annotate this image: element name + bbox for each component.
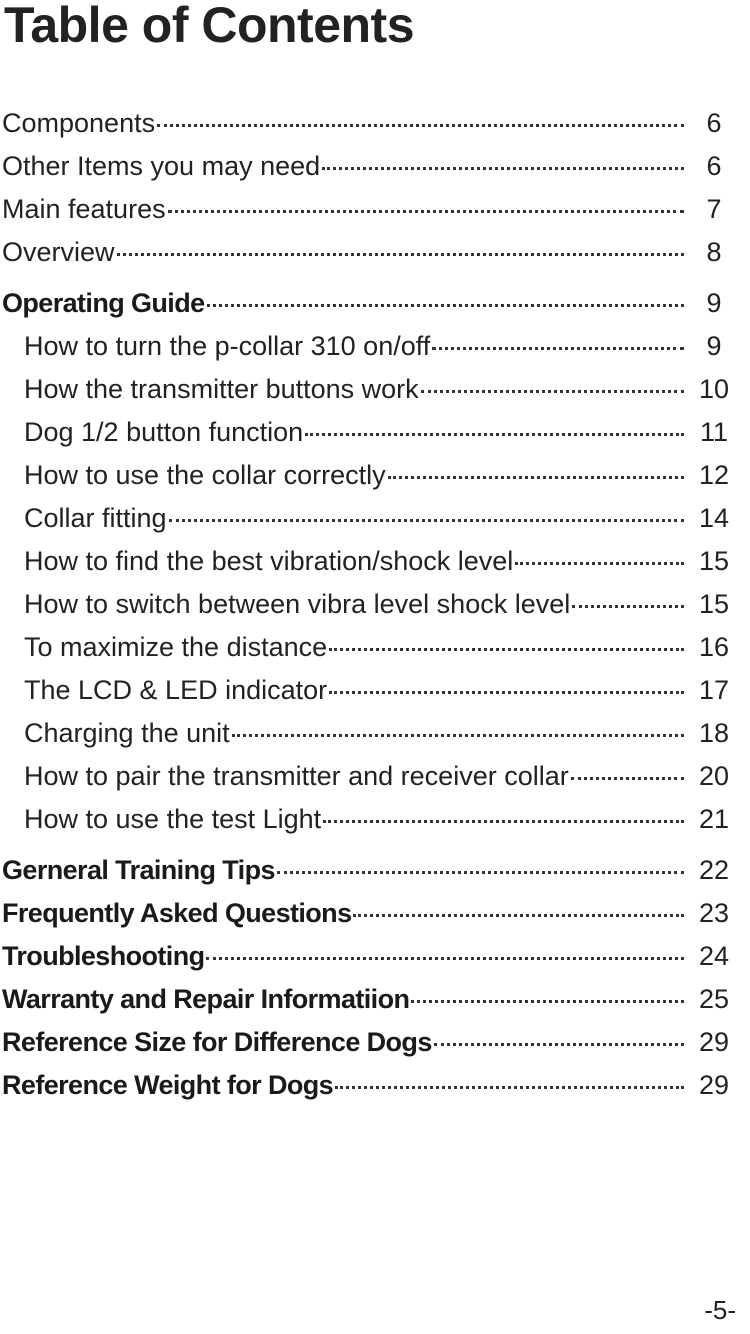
toc-page-number: 9	[706, 331, 722, 361]
toc-entry-title: How to use the test Light	[24, 804, 322, 834]
dot-leader	[169, 519, 684, 522]
page-footer-number: -5-	[704, 1295, 736, 1325]
dot-leader	[232, 734, 684, 737]
toc-entry-collar-fitting[interactable]	[0, 503, 750, 546]
dot-leader	[335, 1086, 684, 1089]
toc-entry-reference-size[interactable]	[0, 1027, 750, 1070]
toc-entry-turn-on-off[interactable]	[0, 331, 750, 374]
toc-entry-operating-guide[interactable]	[0, 288, 750, 331]
dot-leader	[117, 253, 684, 256]
dot-leader	[322, 167, 684, 170]
toc-entry-pairing[interactable]	[0, 761, 750, 804]
toc-entry-lcd-led-indicator[interactable]	[0, 675, 750, 718]
toc-entry-warranty[interactable]	[0, 984, 750, 1027]
toc-entry-title: Charging the unit	[24, 718, 230, 748]
toc-page-number: 11	[699, 417, 729, 447]
dot-leader	[572, 605, 684, 608]
toc-entry-test-light[interactable]	[0, 804, 750, 847]
toc-page-number: 29	[698, 1027, 730, 1057]
toc-entry-switch-level[interactable]	[0, 589, 750, 632]
toc-entry-title: How to use the collar correctly	[24, 460, 386, 490]
toc-entry-title: Gerneral Training Tips	[2, 855, 275, 885]
toc-page-number: 14	[698, 503, 730, 533]
toc-entry-title: Other Items you may need	[2, 151, 321, 181]
dot-leader	[353, 914, 684, 917]
toc-page-number: 15	[698, 589, 730, 619]
toc-page-number: 8	[706, 237, 722, 267]
toc-entry-title: How to find the best vibration/shock level	[24, 546, 514, 576]
toc-entry-charging[interactable]	[0, 718, 750, 761]
toc-entry-troubleshooting[interactable]	[0, 941, 750, 984]
dot-leader	[329, 691, 684, 694]
toc-entry-use-collar-correctly[interactable]	[0, 460, 750, 503]
dot-leader	[434, 1043, 684, 1046]
toc-entry-transmitter-buttons[interactable]	[0, 374, 750, 417]
toc-entry-title: How to switch between vibra level shock level	[24, 589, 571, 619]
toc-entry-title: Frequently Asked Questions	[2, 898, 352, 928]
dot-leader	[157, 124, 684, 127]
toc-page-number: 7	[706, 194, 722, 224]
toc-entry-best-level[interactable]	[0, 546, 750, 589]
dot-leader	[168, 210, 684, 213]
toc-entry-title: How to turn the p-collar 310 on/off	[24, 331, 431, 361]
toc-page-number: 20	[698, 761, 730, 791]
toc-page-number: 22	[698, 855, 730, 885]
toc-page-number: 6	[706, 108, 722, 138]
dot-leader	[329, 648, 684, 651]
toc-entry-faq[interactable]	[0, 898, 750, 941]
dot-leader	[421, 390, 684, 393]
toc-page-number: 10	[698, 374, 730, 404]
toc-entry-title: Reference Weight for Dogs	[2, 1070, 334, 1100]
toc-entry-title: To maximize the distance	[24, 632, 328, 662]
toc-page-number: 16	[698, 632, 730, 662]
dot-leader	[305, 433, 684, 436]
dot-leader	[206, 957, 684, 960]
toc-entry-other-items[interactable]	[0, 151, 750, 194]
toc-page-number: 15	[698, 546, 730, 576]
dot-leader	[411, 1000, 684, 1003]
toc-page-number: 21	[698, 804, 730, 834]
toc-page-number: 29	[698, 1070, 730, 1100]
toc-entry-title: Main features	[2, 194, 166, 224]
toc-entry-training-tips[interactable]	[0, 855, 750, 898]
toc-page-number: 24	[698, 941, 730, 971]
toc-entry-title: Overview	[2, 237, 115, 267]
toc-entry-title: Operating Guide	[2, 288, 205, 318]
dot-leader	[432, 347, 684, 350]
toc-entry-title: The LCD & LED indicator	[24, 675, 328, 705]
toc-page-number: 18	[698, 718, 730, 748]
toc-entry-dog-button-function[interactable]	[0, 417, 750, 460]
toc-entry-maximize-distance[interactable]	[0, 632, 750, 675]
toc-page-number: 25	[698, 984, 730, 1014]
toc-entry-title: Components	[2, 108, 156, 138]
page-title: Table of Contents	[4, 0, 415, 53]
toc-entry-main-features[interactable]	[0, 194, 750, 237]
toc-entry-reference-weight[interactable]	[0, 1070, 750, 1113]
toc-page-number: 9	[706, 288, 722, 318]
toc-page-number: 23	[698, 898, 730, 928]
dot-leader	[323, 820, 684, 823]
toc-page-number: 17	[698, 675, 730, 705]
dot-leader	[207, 304, 684, 307]
toc-entry-title: Warranty and Repair Informatiion	[2, 984, 410, 1014]
dot-leader	[571, 777, 684, 780]
toc-entry-overview[interactable]	[0, 237, 750, 280]
toc-page-number: 12	[698, 460, 730, 490]
toc-page-number: 6	[706, 151, 722, 181]
toc-entry-title: How to pair the transmitter and receiver collar	[24, 761, 569, 791]
dot-leader	[388, 476, 684, 479]
toc-list	[0, 108, 750, 1113]
toc-entry-title: Troubleshooting	[2, 941, 205, 971]
toc-entry-components[interactable]	[0, 108, 750, 151]
toc-entry-title: Dog 1/2 button function	[24, 417, 304, 447]
toc-entry-title: Reference Size for Difference Dogs	[2, 1027, 432, 1057]
toc-entry-title: Collar fitting	[24, 503, 167, 533]
dot-leader	[515, 562, 684, 565]
toc-entry-title: How the transmitter buttons work	[24, 374, 419, 404]
dot-leader	[277, 871, 684, 874]
